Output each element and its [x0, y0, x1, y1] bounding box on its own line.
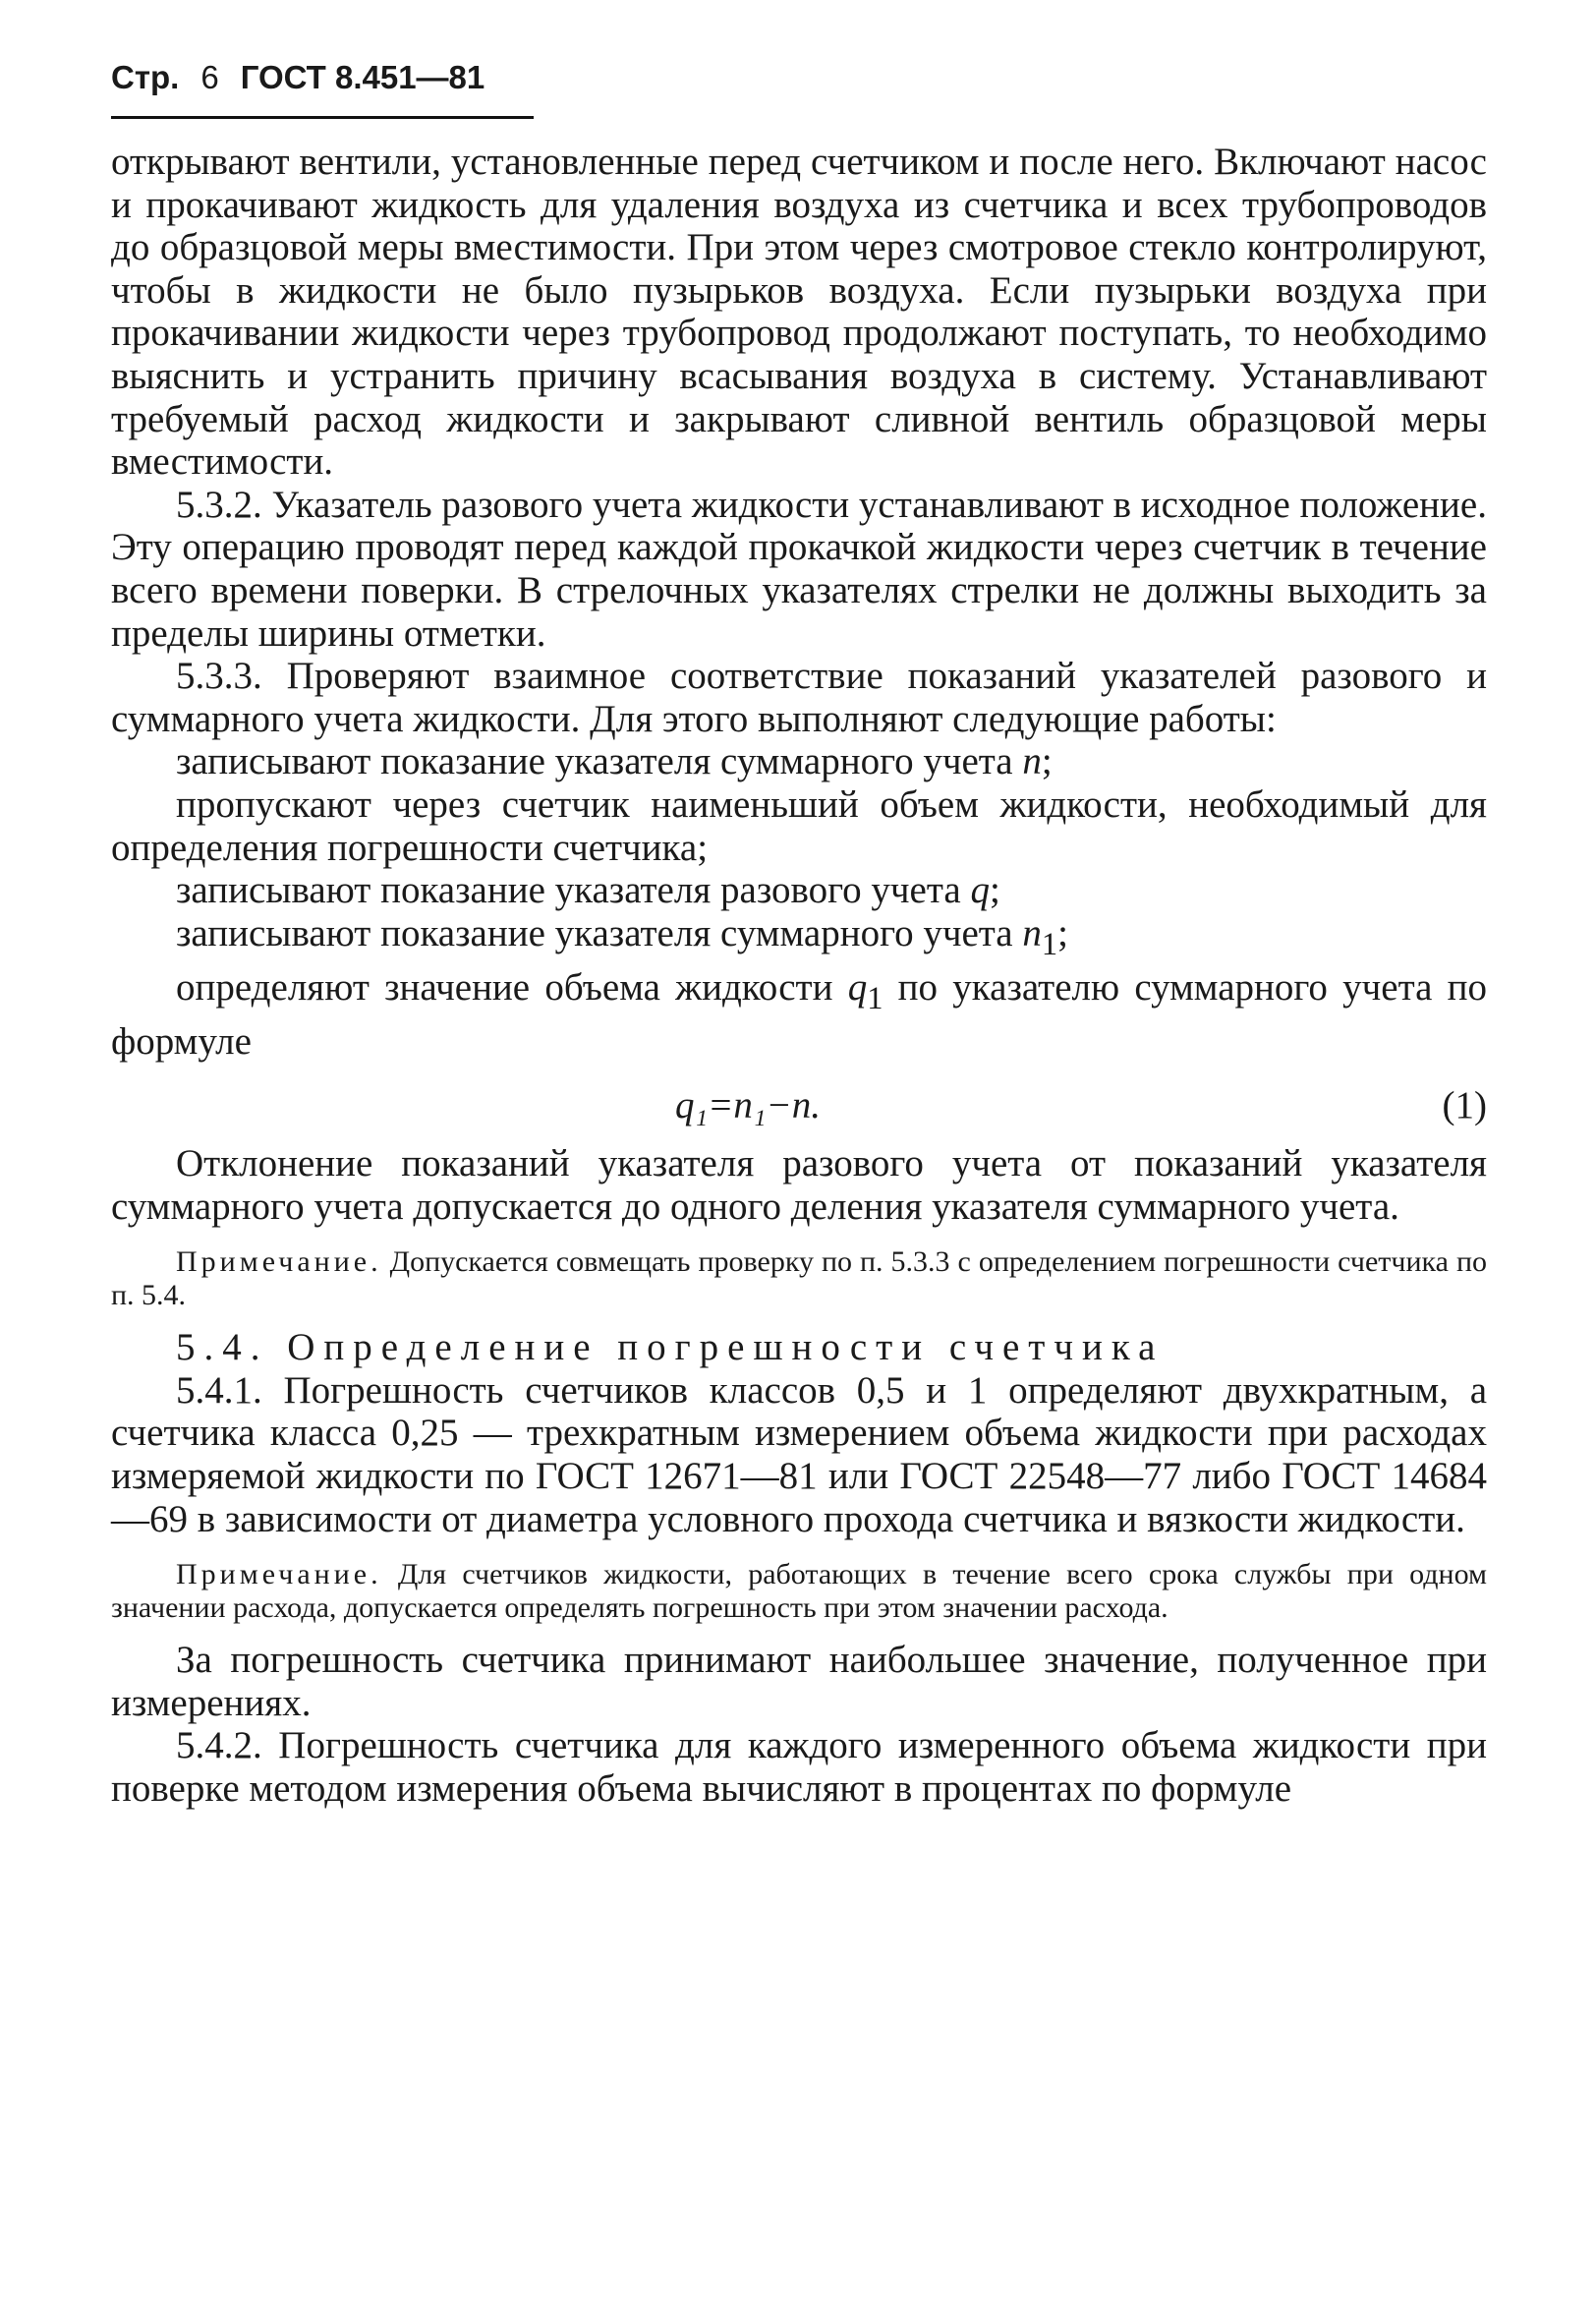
note-text: Допускается совмещать проверку по п. 5.3.3 с определением погрешности счетчика по п. 5.4. — [111, 1245, 1487, 1312]
list-item-record-total-n1 — [111, 912, 1487, 966]
variable-n1: n — [1022, 911, 1042, 954]
paragraph-continued: открывают вентили, установленные перед счетчиком и после него. Включают насос и прокачивают жидкость для удаления воздуха из счетчика и всех трубопроводов до образцовой меры вместимости. При этом через смотровое стекло контролируют, чтобы в жидкости не было пузырьков воздуха. Если пузырьки воздуха при прокачивании жидкости через трубопровод продолжают поступать, то необходимо выяснить и устранить причину всасывания воздуха в систему. Устанавливают требуемый расход жидкости и закрывают сливной вентиль образцовой меры вместимости. — [111, 141, 1487, 484]
variable-subscript: 1 — [1041, 926, 1058, 962]
section-heading-5-4: 5.4. Определение погрешности счетчика — [176, 1326, 1165, 1369]
list-item-text: определяют значение объема жидкости — [176, 966, 848, 1010]
formula-1 — [111, 1075, 1487, 1136]
list-item-text: записывают показание указателя разового учета — [176, 869, 971, 912]
paragraph-5-3-2: 5.3.2. Указатель разового учета жидкости устанавливают в исходное положение. Эту операцию проводят перед каждой прокачкой жидкости через счетчик в течение всего времени поверки. В стрелочных указателях стрелки не должны выходить за пределы ширины отметки. — [111, 483, 1487, 655]
list-item-pass-volume: пропускают через счетчик наименьший объем жидкости, необходимый для определения погрешности счетчика; — [111, 782, 1487, 869]
paragraph-5-4-1: 5.4.1. Погрешность счетчиков классов 0,5 и 1 определяют двухкратным, а счетчика класса 0,25 — трехкратным измерением объема жидкости при расходах измеряемой жидкости по ГОСТ 12671—81 или ГОСТ 22548—77 либо ГОСТ 14684—69 в зависимости от диаметра условного прохода счетчика и вязкости жидкости. — [111, 1368, 1487, 1540]
variable-n: n — [1022, 740, 1042, 783]
note-label: Примечание. — [176, 1558, 382, 1591]
list-item-text-cont: по указателю суммарного учета по формуле — [111, 966, 1488, 1064]
variable-q1: q — [847, 966, 868, 1010]
list-item-end: ; — [989, 869, 1000, 912]
list-item-determine-volume — [111, 966, 1487, 1064]
header-rule — [111, 116, 534, 119]
formula-expression: q₁=n₁−n. — [675, 1084, 822, 1127]
paragraph-5-4-2: 5.4.2. Погрешность счетчика для каждого измеренного объема жидкости при поверке методом измерения объема вычисляют в процентах по формуле — [111, 1724, 1487, 1810]
document-page — [111, 59, 1487, 1811]
list-item-record-single — [111, 869, 1487, 912]
note-label: Примечание. — [176, 1245, 382, 1279]
document-code: ГОСТ 8.451—81 — [240, 59, 485, 95]
variable-subscript: 1 — [867, 980, 884, 1016]
note-1 — [111, 1245, 1487, 1312]
note-text: Для счетчиков жидкости, работающих в течение всего срока службы при одном значении расхода, допускается определять погрешность при этом значении расхода. — [111, 1558, 1487, 1625]
page-header — [111, 59, 1487, 110]
paragraph-deviation: Отклонение показаний указателя разового учета от показаний указателя суммарного учета допускается до одного деления указателя суммарного учета. — [111, 1142, 1487, 1228]
paragraph-5-3-3: 5.3.3. Проверяют взаимное соответствие показаний указателей разового и суммарного учета жидкости. Для этого выполняют следующие работы: — [111, 655, 1487, 740]
list-item-end: ; — [1041, 740, 1053, 783]
list-item-text: записывают показание указателя суммарного учета — [176, 911, 1023, 954]
page-label: Стр. — [111, 59, 180, 95]
list-item-end: ; — [1057, 911, 1068, 954]
formula-number: (1) — [1442, 1084, 1487, 1127]
note-2 — [111, 1558, 1487, 1625]
paragraph-max-error: За погрешность счетчика принимают наибольшее значение, полученное при измерениях. — [111, 1639, 1487, 1724]
page-number: 6 — [200, 59, 219, 95]
list-item-record-total — [111, 740, 1487, 783]
variable-q: q — [970, 869, 990, 912]
list-item-text: записывают показание указателя суммарного учета — [176, 740, 1023, 783]
